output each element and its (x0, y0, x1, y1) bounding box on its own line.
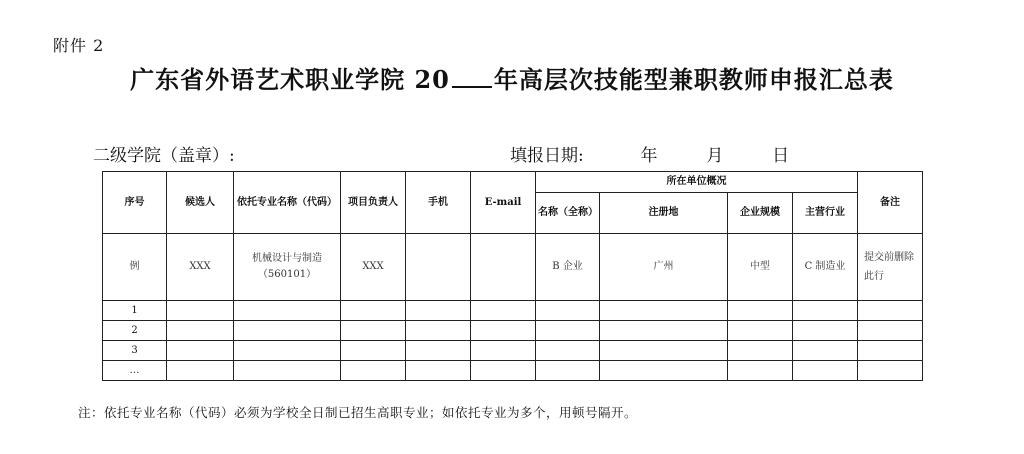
header-unit-group: 所在单位概况 (536, 172, 858, 193)
header-scale: 企业规模 (728, 193, 793, 234)
attachment-label: 附件 2 (53, 36, 105, 55)
cell[interactable] (728, 341, 793, 361)
page-title (0, 60, 1024, 95)
example-registered: 广州 (600, 234, 728, 301)
college-seal-label: 二级学院（盖章）: (93, 146, 235, 166)
cell[interactable] (858, 301, 923, 321)
summary-table (102, 171, 923, 381)
cell[interactable] (406, 341, 471, 361)
cell[interactable] (858, 341, 923, 361)
cell[interactable] (793, 341, 858, 361)
cell[interactable] (600, 321, 728, 341)
table-row (103, 321, 923, 341)
cell[interactable] (536, 321, 600, 341)
table-row (103, 361, 923, 381)
row-seq: … (103, 361, 167, 381)
table-row (103, 301, 923, 321)
example-remark: 提交前删除此行 (858, 234, 923, 301)
example-phone (406, 234, 471, 301)
cell[interactable] (234, 301, 341, 321)
header-email: E-mail (471, 172, 536, 234)
cell[interactable] (471, 361, 536, 381)
cell[interactable] (793, 321, 858, 341)
cell[interactable] (234, 321, 341, 341)
cell[interactable] (536, 361, 600, 381)
example-industry: C 制造业 (793, 234, 858, 301)
date-day: 日 (772, 146, 790, 166)
cell[interactable] (341, 301, 406, 321)
cell[interactable] (341, 321, 406, 341)
cell[interactable] (728, 361, 793, 381)
cell[interactable] (341, 361, 406, 381)
example-seq: 例 (103, 234, 167, 301)
cell[interactable] (600, 301, 728, 321)
row-seq: 2 (103, 321, 167, 341)
cell[interactable] (471, 321, 536, 341)
example-leader: XXX (341, 234, 406, 301)
date-year: 年 (640, 146, 658, 166)
date-month: 月 (706, 146, 724, 166)
header-registered: 注册地 (600, 193, 728, 234)
title-suffix: 年高层次技能型兼职教师申报汇总表 (493, 65, 894, 94)
cell[interactable] (167, 301, 234, 321)
example-unit-name: B 企业 (536, 234, 600, 301)
header-row-top (103, 172, 923, 193)
cell[interactable] (728, 301, 793, 321)
cell[interactable] (406, 321, 471, 341)
header-industry: 主营行业 (793, 193, 858, 234)
cell[interactable] (406, 301, 471, 321)
header-unit-name: 名称（全称） (536, 193, 600, 234)
date-label: 填报日期: (510, 146, 584, 166)
header-seq: 序号 (103, 172, 167, 234)
example-scale: 中型 (728, 234, 793, 301)
cell[interactable] (858, 361, 923, 381)
example-candidate: XXX (167, 234, 234, 301)
report-date (510, 141, 789, 166)
cell[interactable] (793, 301, 858, 321)
example-major: 机械设计与制造（560101） (234, 234, 341, 301)
cell[interactable] (234, 361, 341, 381)
cell[interactable] (858, 321, 923, 341)
cell[interactable] (793, 361, 858, 381)
cell[interactable] (341, 341, 406, 361)
example-email (471, 234, 536, 301)
footnote: 注：依托专业名称（代码）必须为学校全日制已招生高职专业；如依托专业为多个，用顿号隔开。 (78, 405, 638, 420)
cell[interactable] (167, 361, 234, 381)
example-row (103, 234, 923, 301)
header-leader: 项目负责人 (341, 172, 406, 234)
header-candidate: 候选人 (167, 172, 234, 234)
cell[interactable] (600, 341, 728, 361)
row-seq: 3 (103, 341, 167, 361)
table-row (103, 341, 923, 361)
year-blank (452, 64, 492, 88)
header-remark: 备注 (858, 172, 923, 234)
cell[interactable] (728, 321, 793, 341)
cell[interactable] (536, 341, 600, 361)
cell[interactable] (167, 321, 234, 341)
row-seq: 1 (103, 301, 167, 321)
title-prefix: 广东省外语艺术职业学院 20 (130, 65, 450, 94)
cell[interactable] (234, 341, 341, 361)
header-major: 依托专业名称（代码） (234, 172, 341, 234)
cell[interactable] (471, 301, 536, 321)
cell[interactable] (406, 361, 471, 381)
cell[interactable] (536, 301, 600, 321)
header-phone: 手机 (406, 172, 471, 234)
cell[interactable] (600, 361, 728, 381)
cell[interactable] (471, 341, 536, 361)
cell[interactable] (167, 341, 234, 361)
